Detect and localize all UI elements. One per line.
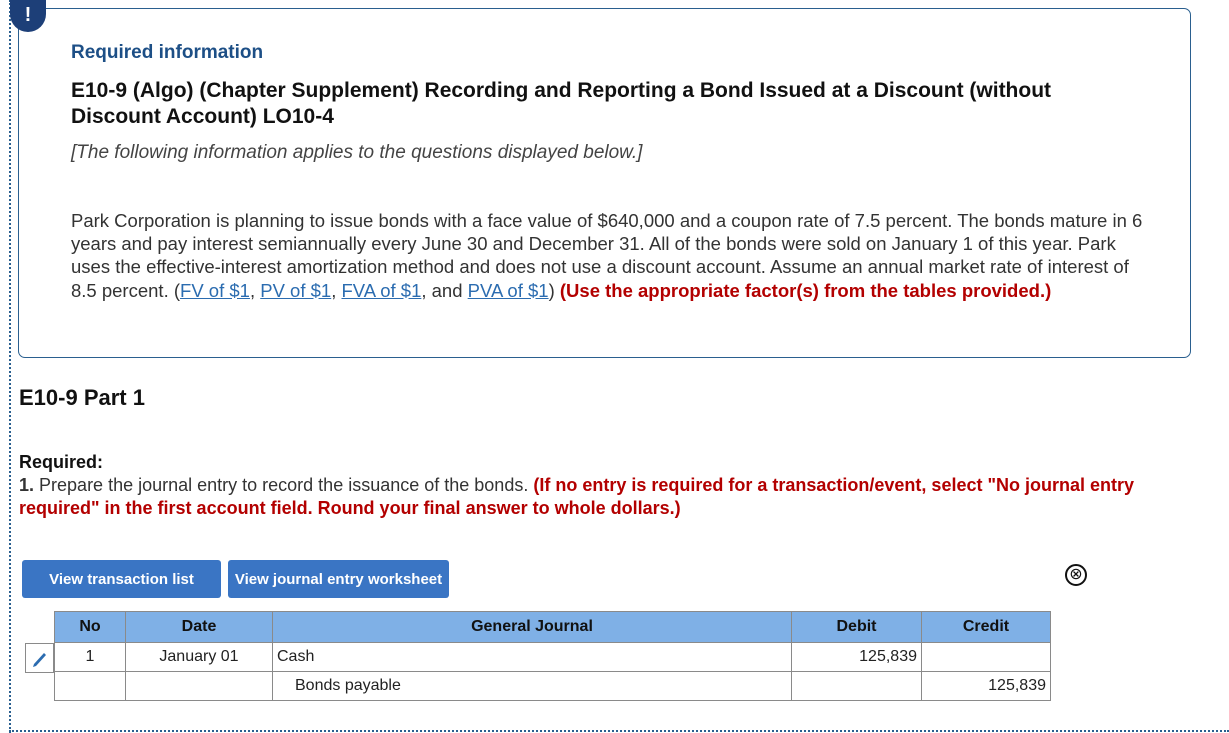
edit-entry-button[interactable]	[25, 643, 54, 673]
separator: )	[548, 279, 555, 301]
required-label: Required:	[19, 452, 104, 472]
question-text: Prepare the journal entry to record the issuance of the bonds.	[39, 475, 529, 495]
cell-debit	[792, 672, 922, 701]
part-title: E10-9 Part 1	[19, 385, 145, 410]
table-row	[55, 672, 1051, 701]
required-info-heading: Required information	[71, 42, 264, 63]
fv-link[interactable]: FV of $1	[180, 279, 250, 301]
info-note: [The following information applies to the questions displayed below.]	[71, 142, 643, 163]
paragraph-text: Park Corporation is planning to issue bonds with a face value of $640,000 and a coupon rate of 7.5 percent. The bonds mature in 6 years and pay interest semiannually every June 30 and December 31. All of the bonds were sold on January 1 of this year. Park uses the effective-interest amortization method and does not use a discount account. Assume an annual market rate of interest of 8.5 percent. (	[71, 210, 1143, 301]
question-number: 1.	[19, 475, 35, 495]
separator: ,	[331, 279, 342, 301]
separator: , and	[421, 279, 468, 301]
journal-table	[54, 611, 1051, 701]
required-question	[19, 474, 1189, 520]
alert-icon: !	[10, 0, 46, 32]
problem-paragraph	[71, 209, 1151, 302]
cell-account: Cash	[273, 643, 792, 672]
view-transaction-list-button[interactable]: View transaction list	[22, 560, 221, 598]
header-no: No	[55, 612, 126, 643]
cell-credit	[922, 643, 1051, 672]
exercise-title: E10-9 (Algo) (Chapter Supplement) Recording and Reporting a Bond Issued at a Discount (without Discount Account) LO10-4	[71, 79, 1052, 128]
fva-link[interactable]: FVA of $1	[341, 279, 422, 301]
dotted-left-border	[9, 0, 11, 733]
question-instruction: (If no entry is required for a transaction/event, select "No journal entry required" in the first account field. Round your final answer to whole dollars.)	[19, 475, 1135, 518]
header-date: Date	[126, 612, 273, 643]
cell-debit: 125,839	[792, 643, 922, 672]
cell-date: January 01	[126, 643, 273, 672]
table-row	[55, 643, 1051, 672]
cell-no: 1	[55, 643, 126, 672]
factor-instruction: (Use the appropriate factor(s) from the tables provided.)	[559, 279, 1052, 301]
separator: ,	[249, 279, 261, 301]
cell-no	[55, 672, 126, 701]
close-icon[interactable]: ⊗	[1065, 564, 1087, 586]
dotted-bottom-border	[9, 730, 1229, 732]
cell-date	[126, 672, 273, 701]
header-debit: Debit	[792, 612, 922, 643]
cell-account: Bonds payable	[273, 672, 792, 701]
cell-credit: 125,839	[922, 672, 1051, 701]
view-journal-entry-worksheet-button[interactable]: View journal entry worksheet	[228, 560, 449, 598]
header-general-journal: General Journal	[273, 612, 792, 643]
pva-link[interactable]: PVA of $1	[467, 279, 549, 301]
header-credit: Credit	[922, 612, 1051, 643]
pencil-icon	[26, 644, 53, 672]
journal-header-row	[55, 612, 1051, 643]
pv-link[interactable]: PV of $1	[260, 279, 332, 301]
